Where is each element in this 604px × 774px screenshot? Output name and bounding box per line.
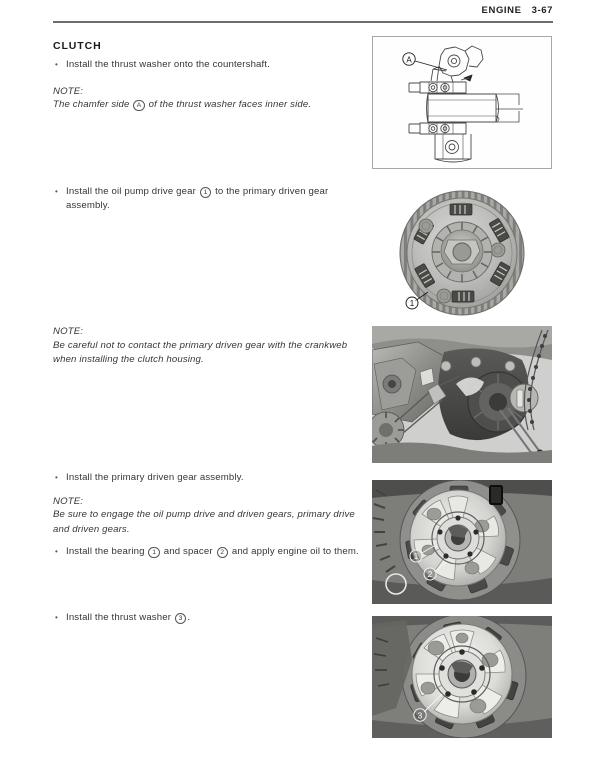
countershaft-cross-section-drawing bbox=[373, 37, 551, 168]
figure-callout-a: A bbox=[406, 55, 412, 65]
instruction-bullet bbox=[53, 545, 363, 559]
reference-marker-1: 1 bbox=[148, 547, 160, 559]
text-block-3 bbox=[53, 325, 363, 368]
figure-crankcase-clutch-area bbox=[372, 326, 552, 463]
text-block-5 bbox=[53, 611, 363, 627]
text-block-2 bbox=[53, 185, 363, 214]
header-divider bbox=[53, 21, 553, 23]
instruction-bullet: • Install the primary driven gear assembly. bbox=[53, 471, 363, 485]
page-title: CLUTCH bbox=[53, 40, 102, 52]
reference-marker-1: 1 bbox=[200, 187, 212, 199]
note-text-post: of the thrust washer faces inner side. bbox=[145, 99, 312, 110]
instruction-bullet bbox=[53, 611, 363, 625]
figure-part-marker bbox=[490, 486, 502, 504]
bullet-text-pre: Install the bearing bbox=[66, 546, 148, 557]
note-body: Be careful not to contact the primary driven gear with the crankweb when installing the clutch housing. bbox=[53, 339, 348, 365]
text-block-4 bbox=[53, 471, 363, 561]
page-header bbox=[482, 5, 553, 16]
bullet-text-post: to the primary driven gear assembly. bbox=[66, 186, 329, 211]
clutch-thrust-washer-photo bbox=[372, 616, 552, 738]
reference-marker-2: 2 bbox=[217, 547, 229, 559]
figure-callout-1: 1 bbox=[409, 299, 415, 309]
bullet-text-post: and apply engine oil to them. bbox=[229, 546, 359, 557]
bullet-text-pre: Install the thrust washer bbox=[66, 612, 174, 623]
note-body: Be sure to engage the oil pump drive and driven gears, primary drive and driven gears. bbox=[53, 509, 355, 535]
figure-countershaft-thrust-washer bbox=[372, 36, 552, 169]
reference-marker-3: 3 bbox=[175, 613, 187, 625]
note-label: NOTE: bbox=[53, 326, 84, 337]
header-page-number: 3-67 bbox=[531, 5, 553, 16]
clutch-bearing-spacer-photo bbox=[372, 480, 552, 604]
note-text-pre: The chamfer side bbox=[53, 99, 133, 110]
figure-callout-3: 3 bbox=[417, 711, 423, 721]
figure-primary-driven-gear bbox=[372, 188, 550, 322]
crankcase-photo bbox=[372, 326, 552, 463]
note-body bbox=[53, 98, 363, 113]
figure-callout-2: 2 bbox=[427, 570, 433, 580]
note-label: NOTE: bbox=[53, 85, 84, 97]
header-section: ENGINE bbox=[481, 5, 522, 16]
text-block-1 bbox=[53, 40, 363, 113]
figure-clutch-bearing-spacer bbox=[372, 480, 552, 604]
figure-clutch-thrust-washer bbox=[372, 616, 552, 738]
bullet-text-pre: Install the oil pump drive gear bbox=[66, 186, 199, 197]
reference-marker-a: A bbox=[133, 100, 145, 112]
instruction-bullet: • Install the thrust washer onto the countershaft. bbox=[53, 58, 363, 72]
figure-callout-1: 1 bbox=[413, 552, 419, 562]
bullet-text-post: . bbox=[187, 612, 191, 623]
bullet-text-mid: and spacer bbox=[160, 546, 216, 557]
note-label: NOTE: bbox=[53, 495, 84, 507]
primary-driven-gear-photo bbox=[372, 188, 550, 322]
instruction-bullet bbox=[53, 185, 363, 212]
